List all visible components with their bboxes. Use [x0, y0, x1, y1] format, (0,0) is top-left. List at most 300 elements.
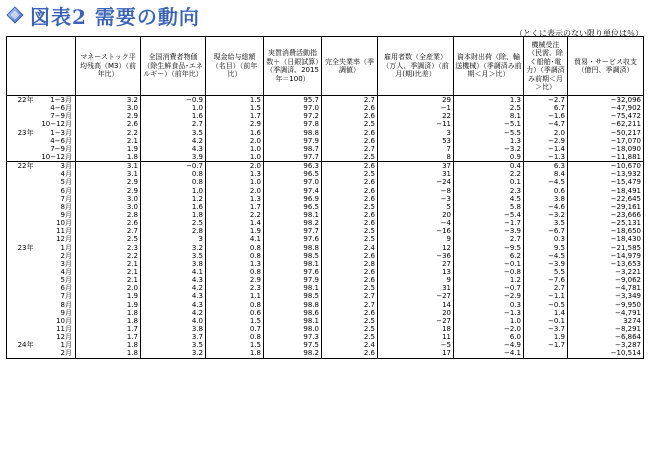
cell-value: 31: [378, 284, 454, 292]
table-row: [7, 112, 644, 120]
cell-value: 3.8: [524, 195, 568, 203]
cell-value: −1.7: [524, 341, 568, 349]
cell-value: 1.8: [76, 349, 141, 358]
row-year: [7, 145, 35, 153]
cell-value: 2.3: [76, 244, 141, 252]
cell-value: −0.8: [454, 268, 524, 276]
cell-value: 0.7: [206, 325, 264, 333]
table-row: [7, 252, 644, 260]
row-year: [7, 260, 35, 268]
row-year: 23年: [7, 129, 35, 137]
cell-value: 4.1: [141, 268, 206, 276]
cell-value: 2.0: [206, 137, 264, 145]
cell-value: 1.8: [76, 153, 141, 162]
cell-value: 9: [378, 276, 454, 284]
cell-value: 1.7: [76, 325, 141, 333]
row-period: 5月: [35, 276, 76, 284]
cell-value: −4.1: [454, 349, 524, 358]
cell-value: −25,131: [568, 219, 644, 227]
cell-value: −10,670: [568, 162, 644, 171]
row-year: [7, 301, 35, 309]
row-period: 1月: [35, 244, 76, 252]
cell-value: −15,479: [568, 178, 644, 186]
cell-value: 4.2: [141, 284, 206, 292]
cell-value: 1.5: [206, 104, 264, 112]
row-year: [7, 178, 35, 186]
cell-value: 0.9: [454, 153, 524, 162]
row-period: 12月: [35, 333, 76, 341]
cell-value: −4.6: [524, 203, 568, 211]
row-year: [7, 187, 35, 195]
row-period: 1月: [35, 341, 76, 349]
cell-value: 6.0: [454, 333, 524, 341]
cell-value: 2.6: [322, 268, 378, 276]
cell-value: 2.9: [76, 187, 141, 195]
cell-value: 3.2: [76, 96, 141, 105]
cell-value: 2.5: [322, 170, 378, 178]
cell-value: 37: [378, 162, 454, 171]
cell-value: 1.5: [206, 317, 264, 325]
cell-value: 1.3: [206, 260, 264, 268]
cell-value: 98.2: [264, 219, 322, 227]
cell-value: 2.9: [206, 120, 264, 128]
cell-value: 1.4: [524, 309, 568, 317]
cell-value: −3.9: [454, 227, 524, 235]
cell-value: 2.1: [76, 137, 141, 145]
cell-value: 1.6: [141, 203, 206, 211]
header-capital-goods: 資本財出荷（除、輸送機械）（季調済み前期＜月＞比）: [454, 37, 524, 96]
cell-value: −1.4: [524, 145, 568, 153]
cell-value: 2.6: [322, 349, 378, 358]
cell-value: 1.0: [141, 104, 206, 112]
cell-value: 96.5: [264, 203, 322, 211]
cell-value: 0.8: [206, 244, 264, 252]
cell-value: 1.0: [454, 317, 524, 325]
cell-value: 2.4: [322, 244, 378, 252]
cell-value: 2.5: [322, 333, 378, 341]
table-row: [7, 170, 644, 178]
cell-value: −9,062: [568, 276, 644, 284]
cell-value: 2.9: [76, 178, 141, 186]
table-row: [7, 349, 644, 358]
cell-value: 2.6: [76, 120, 141, 128]
cell-value: −3.9: [524, 260, 568, 268]
cell-value: 97.8: [264, 120, 322, 128]
table-row: [7, 153, 644, 162]
table-row: [7, 203, 644, 211]
cell-value: −29,161: [568, 203, 644, 211]
cell-value: −8,291: [568, 325, 644, 333]
cell-value: 1.3: [454, 137, 524, 145]
cell-value: 2.6: [322, 187, 378, 195]
cell-value: 0.6: [524, 187, 568, 195]
row-year: 23年: [7, 244, 35, 252]
cell-value: 4.2: [141, 309, 206, 317]
cell-value: 0.6: [206, 309, 264, 317]
cell-value: 2.8: [141, 227, 206, 235]
cell-value: 3.1: [76, 162, 141, 171]
cell-value: 3.5: [524, 219, 568, 227]
cell-value: −14,979: [568, 252, 644, 260]
header-corner: [7, 37, 76, 96]
cell-value: 97.0: [264, 104, 322, 112]
cell-value: 0.3: [454, 301, 524, 309]
table-row: [7, 129, 644, 137]
row-year: [7, 235, 35, 243]
cell-value: 20: [378, 309, 454, 317]
row-period: 7−9月: [35, 145, 76, 153]
cell-value: 98.1: [264, 284, 322, 292]
table-row: [7, 309, 644, 317]
row-year: [7, 195, 35, 203]
cell-value: 1.6: [141, 112, 206, 120]
cell-value: 0.4: [454, 162, 524, 171]
table-row: [7, 137, 644, 145]
cell-value: −1: [378, 104, 454, 112]
cell-value: 17: [378, 349, 454, 358]
row-year: [7, 211, 35, 219]
table-row: [7, 227, 644, 235]
cell-value: 9.5: [524, 244, 568, 252]
cell-value: 2.0: [206, 187, 264, 195]
cell-value: −18,430: [568, 235, 644, 243]
cell-value: −18,090: [568, 145, 644, 153]
cell-value: 2.5: [322, 120, 378, 128]
row-period: 7−9月: [35, 112, 76, 120]
table-row: [7, 96, 644, 105]
cell-value: 0.8: [141, 170, 206, 178]
cell-value: 0.8: [206, 268, 264, 276]
cell-value: 2.2: [454, 170, 524, 178]
cell-value: 18: [378, 325, 454, 333]
cell-value: −18,491: [568, 187, 644, 195]
cell-value: 98.8: [264, 129, 322, 137]
cell-value: −0.7: [141, 162, 206, 171]
table-row: [7, 244, 644, 252]
table-row: [7, 235, 644, 243]
cell-value: [524, 349, 568, 358]
cell-value: −47,902: [568, 104, 644, 112]
cell-value: 0.8: [206, 301, 264, 309]
cell-value: 9: [378, 235, 454, 243]
cell-value: 5: [378, 203, 454, 211]
cell-value: 6.2: [454, 252, 524, 260]
cell-value: 3.2: [141, 244, 206, 252]
cell-value: 1.9: [76, 145, 141, 153]
table-row: [7, 219, 644, 227]
cell-value: 6.3: [524, 162, 568, 171]
table-row: [7, 120, 644, 128]
cell-value: 8.4: [524, 170, 568, 178]
cell-value: −7.6: [524, 276, 568, 284]
table-row: [7, 292, 644, 300]
row-period: 2月: [35, 349, 76, 358]
cell-value: −1.7: [454, 219, 524, 227]
cell-value: 1.8: [76, 341, 141, 349]
cell-value: 97.3: [264, 333, 322, 341]
cell-value: 2.7: [322, 96, 378, 105]
row-period: 4−6月: [35, 137, 76, 145]
header-consumption: 実質消費活動指数＋（日銀試算）（季調済、2015年＝100）: [264, 37, 322, 96]
cell-value: −3.2: [524, 211, 568, 219]
cell-value: 2.1: [76, 276, 141, 284]
cell-value: 2.2: [76, 129, 141, 137]
cell-value: 3.5: [141, 341, 206, 349]
cell-value: 3.9: [141, 153, 206, 162]
row-period: 7月: [35, 292, 76, 300]
cell-value: 2.0: [76, 284, 141, 292]
table-row: [7, 341, 644, 349]
cell-value: −1.3: [454, 309, 524, 317]
diamond-bullet-icon: [6, 6, 24, 24]
cell-value: 2.1: [76, 268, 141, 276]
cell-value: 31: [378, 170, 454, 178]
row-period: 2月: [35, 252, 76, 260]
cell-value: 1.3: [206, 170, 264, 178]
cell-value: 20: [378, 211, 454, 219]
row-year: [7, 317, 35, 325]
cell-value: 97.6: [264, 235, 322, 243]
cell-value: 3.0: [76, 195, 141, 203]
cell-value: 3.8: [141, 325, 206, 333]
cell-value: 0.8: [206, 333, 264, 341]
cell-value: 1.8: [206, 349, 264, 358]
cell-value: 13: [378, 268, 454, 276]
cell-value: 2.5: [141, 219, 206, 227]
table-row: [7, 301, 644, 309]
cell-value: 1.7: [76, 333, 141, 341]
cell-value: 97.4: [264, 187, 322, 195]
unit-note: （とくに表示のない限り単位は％）: [515, 29, 643, 38]
cell-value: −0.7: [454, 284, 524, 292]
row-period: 8月: [35, 301, 76, 309]
cell-value: −3.7: [524, 325, 568, 333]
row-period: 7月: [35, 195, 76, 203]
table-row: [7, 195, 644, 203]
row-year: [7, 153, 35, 162]
row-period: 4月: [35, 170, 76, 178]
title-bar: [6, 3, 200, 27]
header-trade-balance: 貿易・サービス収支（億円、季調済）: [568, 37, 644, 96]
row-year: [7, 104, 35, 112]
table-row: [7, 268, 644, 276]
table-row: [7, 260, 644, 268]
row-period: 3月: [35, 260, 76, 268]
cell-value: 2.6: [322, 195, 378, 203]
cell-value: 98.8: [264, 244, 322, 252]
row-period: 10−12月: [35, 120, 76, 128]
cell-value: 96.3: [264, 162, 322, 171]
row-year: [7, 276, 35, 284]
cell-value: 2.8: [322, 260, 378, 268]
cell-value: 2.5: [322, 227, 378, 235]
table-row: [7, 162, 644, 171]
row-period: 8月: [35, 203, 76, 211]
cell-value: −5.1: [454, 120, 524, 128]
cell-value: 1.9: [76, 292, 141, 300]
row-period: 11月: [35, 227, 76, 235]
cell-value: 98.8: [264, 301, 322, 309]
cell-value: 4.2: [141, 137, 206, 145]
cell-value: 1.0: [206, 178, 264, 186]
cell-value: 1.9: [76, 301, 141, 309]
cell-value: 1.4: [206, 219, 264, 227]
table-row: [7, 325, 644, 333]
cell-value: 96.5: [264, 170, 322, 178]
cell-value: 2.6: [322, 104, 378, 112]
cell-value: 2.0: [206, 162, 264, 171]
cell-value: −4,781: [568, 284, 644, 292]
cell-value: 5.5: [524, 268, 568, 276]
cell-value: −0.5: [524, 301, 568, 309]
row-year: 24年: [7, 341, 35, 349]
row-year: [7, 325, 35, 333]
row-year: [7, 292, 35, 300]
header-wages: 現金給与総額（名目）（前年比）: [206, 37, 264, 96]
table-row: [7, 187, 644, 195]
cell-value: 1.8: [76, 317, 141, 325]
cell-value: 1.7: [206, 112, 264, 120]
cell-value: 2.6: [322, 309, 378, 317]
cell-value: 3: [141, 235, 206, 243]
cell-value: 97.5: [264, 341, 322, 349]
cell-value: 14: [378, 301, 454, 309]
row-year: [7, 252, 35, 260]
row-year: [7, 120, 35, 128]
row-year: [7, 268, 35, 276]
cell-value: 2.3: [206, 284, 264, 292]
row-period: 4月: [35, 268, 76, 276]
cell-value: −17,070: [568, 137, 644, 145]
cell-value: −4.9: [454, 341, 524, 349]
cell-value: 2.6: [322, 137, 378, 145]
header-employees: 雇用者数（全産業）（万人、季調済）（前月(期)比差）: [378, 37, 454, 96]
cell-value: 98.7: [264, 145, 322, 153]
cell-value: −4.5: [524, 178, 568, 186]
cell-value: 2.6: [322, 178, 378, 186]
cell-value: −1.1: [524, 292, 568, 300]
cell-value: 1.7: [206, 203, 264, 211]
row-year: [7, 219, 35, 227]
cell-value: 2.5: [322, 325, 378, 333]
cell-value: −13,932: [568, 170, 644, 178]
cell-value: −2.7: [524, 96, 568, 105]
cell-value: −75,472: [568, 112, 644, 120]
cell-value: 97.0: [264, 178, 322, 186]
row-period: 1−3月: [35, 129, 76, 137]
row-year: 22年: [7, 162, 35, 171]
cell-value: −27: [378, 317, 454, 325]
cell-value: 4.3: [141, 145, 206, 153]
cell-value: −3.2: [454, 145, 524, 153]
table-row: [7, 333, 644, 341]
cell-value: 3.7: [141, 333, 206, 341]
cell-value: 2.7: [322, 145, 378, 153]
cell-value: 4.3: [141, 276, 206, 284]
cell-value: 98.1: [264, 317, 322, 325]
cell-value: −22,645: [568, 195, 644, 203]
cell-value: 2.0: [524, 129, 568, 137]
cell-value: 2.6: [322, 219, 378, 227]
cell-value: 98.1: [264, 211, 322, 219]
cell-value: −3,349: [568, 292, 644, 300]
row-period: 10月: [35, 219, 76, 227]
cell-value: 2.5: [322, 284, 378, 292]
cell-value: 8.1: [454, 112, 524, 120]
cell-value: 1.5: [206, 341, 264, 349]
cell-value: 3274: [568, 317, 644, 325]
cell-value: −11,881: [568, 153, 644, 162]
row-year: [7, 309, 35, 317]
cell-value: 8: [378, 153, 454, 162]
cell-value: 3.0: [76, 104, 141, 112]
cell-value: 11: [378, 333, 454, 341]
table-row: [7, 211, 644, 219]
table-row: [7, 104, 644, 112]
row-period: 6月: [35, 284, 76, 292]
cell-value: 97.7: [264, 227, 322, 235]
table-row: [7, 317, 644, 325]
cell-value: 27: [378, 260, 454, 268]
cell-value: 1.3: [454, 96, 524, 105]
cell-value: 1.5: [206, 96, 264, 105]
row-year: [7, 333, 35, 341]
cell-value: 2.9: [206, 276, 264, 284]
header-cpi: 全国消費者物価（除生鮮食品･エネルギー）（前年比）: [141, 37, 206, 96]
cell-value: −5.4: [454, 211, 524, 219]
cell-value: 2.7: [141, 120, 206, 128]
cell-value: −24: [378, 178, 454, 186]
cell-value: 5.8: [454, 203, 524, 211]
cell-value: 98.5: [264, 252, 322, 260]
cell-value: 0.3: [524, 235, 568, 243]
cell-value: 2.1: [76, 260, 141, 268]
header-money-stock: マネーストック平均残高（M3）（前年比）: [76, 37, 141, 96]
cell-value: 0.8: [206, 252, 264, 260]
table-row: [7, 284, 644, 292]
cell-value: 4.3: [141, 292, 206, 300]
cell-value: −10,514: [568, 349, 644, 358]
cell-value: −4,791: [568, 309, 644, 317]
cell-value: −27: [378, 292, 454, 300]
row-period: 9月: [35, 309, 76, 317]
cell-value: 2.9: [76, 112, 141, 120]
cell-value: −16: [378, 227, 454, 235]
cell-value: 2.6: [322, 129, 378, 137]
cell-value: 6.7: [524, 104, 568, 112]
cell-value: −6,864: [568, 333, 644, 341]
cell-value: 12: [378, 244, 454, 252]
cell-value: 2.5: [76, 235, 141, 243]
cell-value: 2.7: [322, 301, 378, 309]
cell-value: 2.3: [454, 187, 524, 195]
row-year: [7, 227, 35, 235]
cell-value: 2.6: [76, 219, 141, 227]
cell-value: 2.6: [322, 211, 378, 219]
cell-value: 0.8: [141, 178, 206, 186]
cell-value: 53: [378, 137, 454, 145]
row-year: 22年: [7, 96, 35, 105]
cell-value: 1.6: [206, 129, 264, 137]
cell-value: 29: [378, 96, 454, 105]
cell-value: 95.7: [264, 96, 322, 105]
cell-value: −23,666: [568, 211, 644, 219]
cell-value: −4.7: [524, 120, 568, 128]
cell-value: −62,211: [568, 120, 644, 128]
cell-value: −2.0: [454, 325, 524, 333]
cell-value: 1.2: [141, 195, 206, 203]
cell-value: 98.1: [264, 260, 322, 268]
